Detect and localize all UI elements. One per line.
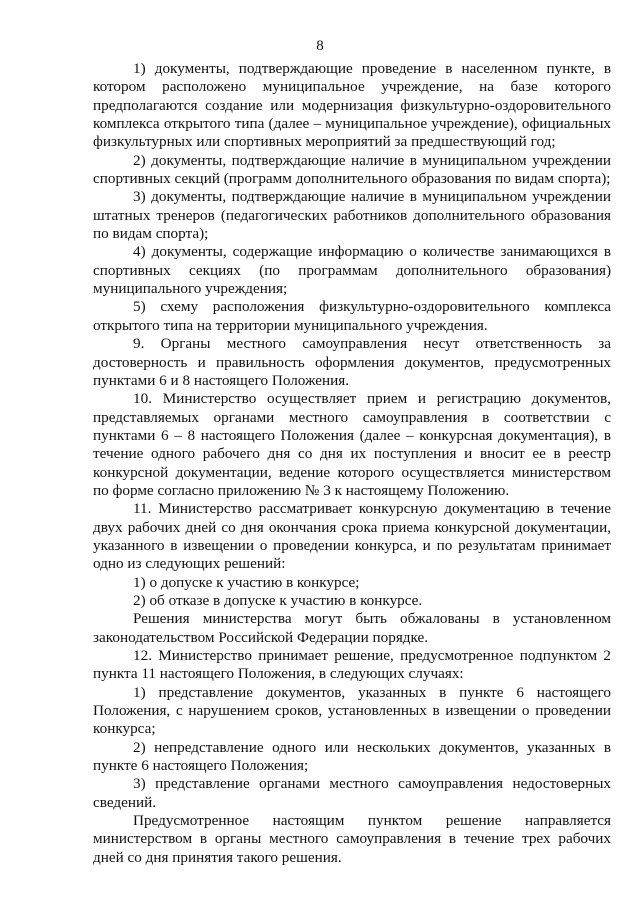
paragraph-clause-11: 11. Министерство рассматривает конкурсную документацию в течение двух рабочих дней со дня окончания срока приема конкурсной документации, указанного в извещении о проведении конкурса, и по результатам принимает одно из следующих решений: [93,500,611,573]
paragraph-decision-2: 2) об отказе в допуске к участию в конкурсе. [133,591,423,609]
paragraph-subitem-4: 4) документы, содержащие информацию о количестве занимающихся в спортивных секциях (по программам дополнительного образования) муниципального учреждения; [93,243,611,298]
paragraph-case-1: 1) представление документов, указанных в пункте 6 настоящего Положения, с нарушением сроков, установленных в извещении о проведении конкурса; [93,683,611,738]
paragraph-subitem-3: 3) документы, подтверждающие наличие в муниципальном учреждении штатных тренеров (педагогических работников дополнительного образования по видам спорта); [93,188,611,243]
document-body [93,60,611,867]
paragraph-clause-12: 12. Министерство принимает решение, предусмотренное подпунктом 2 пункта 11 настоящего Положения, в следующих случаях: [93,647,611,683]
page-number: 8 [316,38,324,54]
paragraph-clause-10: 10. Министерство осуществляет прием и регистрацию документов, представляемых органами местного самоуправления в соответствии с пунктами 6 – 8 настоящего Положения (далее – конкурсная документация), в течение одного рабочего дня со дня их поступления и вносит ее в реестр конкурсной документации, ведение которого осуществляется министерством по форме согласно приложению № 3 к настоящему Положению. [93,390,611,499]
paragraph-subitem-1: 1) документы, подтверждающие проведение в населенном пункте, в котором расположено муниципальное учреждение, на базе которого предполагаются создание или модернизация физкультурно-оздоровительного комплекса открытого типа (далее – муниципальное учреждение), официальных физкультурных или спортивных мероприятий за предшествующий год; [93,60,611,151]
paragraph-appeal: Решения министерства могут быть обжалованы в установленном законодательством Российской Федерации порядке. [93,610,611,646]
paragraph-subitem-5: 5) схему расположения физкультурно-оздоровительного комплекса открытого типа на территории муниципального учреждения. [93,298,611,334]
paragraph-case-3: 3) представление органами местного самоуправления недостоверных сведений. [93,775,611,811]
paragraph-case-2: 2) непредставление одного или нескольких документов, указанных в пункте 6 настоящего Положения; [93,738,611,775]
paragraph-decision-1: 1) о допуске к участию в конкурсе; [133,573,360,591]
paragraph-notification: Предусмотренное настоящим пунктом решение направляется министерством в органы местного самоуправления в течение трех рабочих дней со дня принятия такого решения. [93,812,611,866]
paragraph-subitem-2: 2) документы, подтверждающие наличие в муниципальном учреждении спортивных секций (программ дополнительного образования по видам спорта); [93,151,611,188]
paragraph-clause-9: 9. Органы местного самоуправления несут ответственность за достоверность и правильность оформления документов, предусмотренных пунктами 6 и 8 настоящего Положения. [93,335,611,389]
